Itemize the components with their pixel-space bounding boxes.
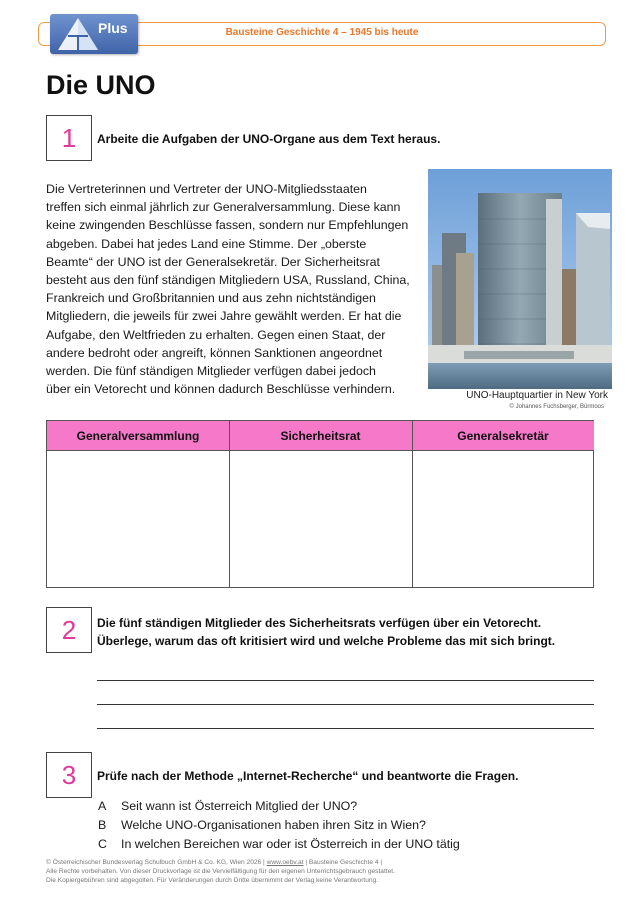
answer-table	[46, 420, 594, 588]
footer-line: Die Kopiergebühren sind abgegolten. Für Veränderungen durch Dritte übernimmt der Verlag keine Verantwortung.	[46, 877, 379, 884]
task-instruction: Arbeite die Aufgaben der UNO-Organe aus dem Text heraus.	[97, 132, 441, 146]
question-text: In welchen Bereichen war oder ist Österreich in der UNO tätig	[121, 837, 460, 851]
text-line: abgeben. Dabei hat jedes Land eine Stimme. Der „oberste	[46, 236, 367, 251]
plus-logo	[50, 14, 138, 54]
task-number-box	[46, 752, 92, 798]
question-letter: B	[98, 818, 107, 832]
text-line: keine zwingenden Beschlüsse fassen, sondern nur Empfehlungen	[46, 218, 409, 233]
footer-text: | Bausteine Geschichte 4 |	[303, 859, 383, 866]
table-divider	[412, 421, 413, 587]
task-number: 3	[61, 759, 77, 790]
text-line: besteht aus den fünf ständigen Mitgliedern USA, Russland, China,	[46, 273, 410, 288]
task-number: 1	[61, 122, 77, 153]
task-number: 2	[61, 614, 77, 645]
question-item	[98, 837, 460, 851]
instruction-line: Die fünf ständigen Mitglieder des Sicherheitsrats verfügen über ein Vetorecht.	[97, 616, 542, 630]
table-divider	[229, 421, 230, 587]
answer-line[interactable]	[97, 728, 594, 729]
triangle-logo-icon	[56, 16, 100, 52]
footer	[46, 858, 466, 885]
footer-line	[46, 858, 466, 867]
page-title: Die UNO	[46, 70, 156, 100]
question-item	[98, 818, 426, 832]
footer-text: © Österreichischer Bundesverlag Schulbuch GmbH & Co. KG, Wien 2026 |	[46, 859, 267, 866]
answer-line[interactable]	[97, 704, 594, 705]
image-caption: UNO-Hauptquartier in New York	[466, 390, 608, 401]
question-letter: A	[98, 799, 107, 813]
question-letter: C	[98, 837, 107, 851]
text-line: Frankreich und Großbritannien und aus zehn nichtständigen	[46, 291, 376, 306]
logo-text: Plus	[98, 20, 128, 36]
un-headquarters-photo	[428, 169, 612, 389]
image-credit: © Johannes Fuchsberger, Bürmoos	[509, 404, 604, 410]
task-number-box	[46, 115, 92, 161]
footer-line: Alle Rechte vorbehalten. Von dieser Druckvorlage ist die Vervielfältigung für den eigenen Unterrichtsgebrauch gestattet.	[46, 868, 395, 875]
question-text: Welche UNO-Organisationen haben ihren Sitz in Wien?	[121, 818, 426, 832]
table-header: Generalversammlung	[47, 421, 229, 451]
text-line: über ein Vetorecht und können dadurch Beschlüsse verhindern.	[46, 382, 396, 397]
publisher-link[interactable]: www.oebv.at	[266, 859, 304, 866]
text-line: treffen sich einmal jährlich zur Generalversammlung. Diese kann	[46, 200, 401, 215]
text-line: Mitgliedern, die jeweils für zwei Jahre gewählt werden. Er hat die	[46, 309, 402, 324]
table-header: Generalsekretär	[412, 421, 594, 451]
text-line: Beamte“ der UNO ist der Generalsekretär. Der Sicherheitsrat	[46, 254, 380, 269]
text-line: Die Vertreterinnen und Vertreter der UNO-Mitgliedsstaaten	[46, 182, 367, 196]
task-instruction: Prüfe nach der Methode „Internet-Recherche“ und beantworte die Fragen.	[97, 769, 519, 783]
text-line: andere bedroht oder angreift, können Sanktionen angeordnet	[46, 345, 383, 360]
instruction-line: Überlege, warum das oft kritisiert wird und welche Probleme das mit sich bringt.	[97, 634, 556, 648]
task-instruction	[97, 614, 555, 650]
question-text: Seit wann ist Österreich Mitglied der UNO?	[121, 799, 358, 813]
header-title: Bausteine Geschichte 4 – 1945 bis heute	[225, 27, 419, 38]
task-number-box	[46, 607, 92, 653]
text-line: Aufgabe, den Weltfrieden zu erhalten. Gegen einen Staat, der	[46, 327, 386, 342]
text-line: werden. Die fünf ständigen Mitglieder verfügen dabei jedoch	[46, 364, 376, 379]
table-header: Sicherheitsrat	[229, 421, 412, 451]
answer-line[interactable]	[97, 680, 594, 681]
body-text	[46, 180, 418, 398]
question-item	[98, 799, 357, 813]
